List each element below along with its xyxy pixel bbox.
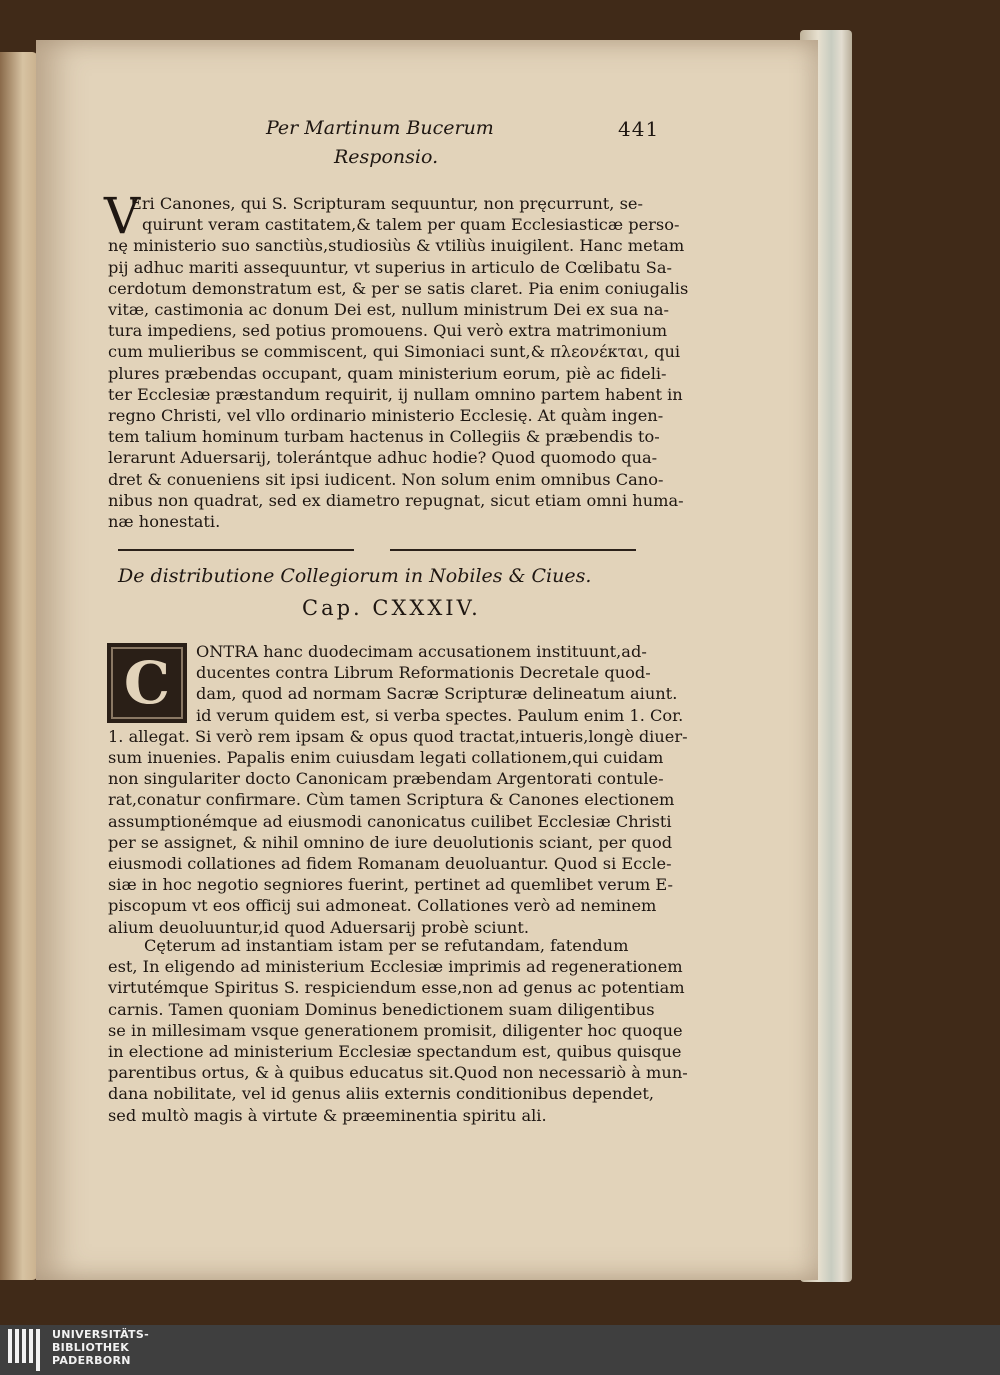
text-line: parentibus ortus, & à quibus educatus sit.Quod non necessariò à mun- [108, 1063, 688, 1083]
text-line: cum mulieribus se commiscent, qui Simoniaci sunt,& πλεονέκται, qui [108, 342, 681, 362]
text-line: per se assignet, & nihil omnino de iure deuolutionis sciant, per quod [108, 832, 673, 852]
text-line: næ honestati. [108, 512, 221, 532]
text-line: nę ministerio suo sanctiùs,studiosiùs & vtiliùs inuigilent. Hanc metam [108, 236, 685, 256]
text-line: cerdotum demonstratum est, & per se satis claret. Pia enim coniugalis [108, 278, 689, 298]
text-line: Eri Canones, qui S. Scripturam sequuntur, non pręcurrunt, se- [130, 194, 643, 213]
text-line: dam, quod ad normam Sacræ Scripturæ delineatum aiunt. [196, 684, 678, 704]
text-line: quirunt veram castitatem,& talem per quam Ecclesiasticæ perso- [142, 215, 680, 235]
text-line: non singulariter docto Canonicam præbendam Argentorati contule- [108, 769, 664, 789]
library-name-line1: UNIVERSITÄTS- [52, 1328, 149, 1341]
library-logo-icon [8, 1329, 48, 1371]
library-name-line3: PADERBORN [52, 1354, 131, 1367]
text-line: alium deuoluuntur,id quod Aduersarij probè sciunt. [108, 917, 530, 937]
running-head: Per Martinum Bucerum [266, 117, 494, 139]
text-line: in electione ad ministerium Ecclesiæ spectandum est, quibus quisque [108, 1042, 682, 1062]
left-page-edge [0, 52, 38, 1280]
text-line: ducentes contra Librum Reformationis Decretale quod- [196, 663, 651, 683]
text-line: nibus non quadrat, sed ex diametro repugnat, sicut etiam omni huma- [108, 490, 684, 510]
text-line: ter Ecclesiæ præstandum requirit, ij nullam omnino partem habent in [108, 384, 683, 404]
text-line: tura impediens, sed potius promouens. Qui verò extra matrimonium [108, 321, 668, 341]
text-line: piscopum vt eos officij sui admoneat. Collationes verò ad neminem [108, 896, 657, 916]
text-line: virtutémque Spiritus S. respiciendum esse,non ad genus ac potentiam [108, 978, 685, 998]
text-line: rat,conatur confirmare. Cùm tamen Scriptura & Canones electionem [108, 790, 675, 810]
paragraph-ceterum [108, 935, 688, 1126]
text-line: Cęterum ad instantiam istam per se refutandam, fatendum [144, 936, 629, 955]
text-line: id verum quidem est, si verba spectes. Paulum enim 1. Cor. [196, 705, 684, 725]
text-line: eiusmodi collationes ad fidem Romanam deuoluantur. Quod si Eccle- [108, 854, 672, 874]
text-line: 1. allegat. Si verò rem ipsam & opus quod tractat,intueris,longè diuer- [108, 726, 688, 746]
text-line: est, In eligendo ad ministerium Ecclesiæ imprimis ad regenerationem [108, 957, 683, 977]
text-line: vitæ, castimonia ac donum Dei est, nullum ministrum Dei ex sua na- [108, 300, 669, 320]
text-line: plures præbendas occupant, quam ministerium eorum, piè ac fideli- [108, 363, 667, 383]
chapter-number: Cap. CXXXIV. [302, 596, 481, 620]
paragraph-contra [108, 641, 688, 938]
section-rule-left [118, 549, 354, 551]
section-rule-right [390, 549, 636, 551]
page-number: 441 [618, 117, 660, 141]
text-line: regno Christi, vel vllo ordinario ministerio Ecclesię. At quàm ingen- [108, 406, 664, 426]
text-line: ONTRA hanc duodecimam accusationem instituunt,ad- [196, 642, 647, 661]
chapter-title: De distributione Collegiorum in Nobiles & Ciues. [118, 565, 592, 587]
text-line: dret & conueniens sit ipsi iudicent. Non solum enim omnibus Cano- [108, 469, 664, 489]
text-line: dana nobilitate, vel id genus aliis externis conditionibus dependet, [108, 1084, 654, 1104]
library-name [52, 1328, 149, 1367]
paragraph-responsio [108, 193, 689, 532]
text-line: se in millesimam vsque generationem promisit, diligenter hoc quoque [108, 1020, 683, 1040]
initial-c-letter: C [123, 649, 171, 717]
library-footer [0, 1325, 1000, 1375]
text-line: sum inuenies. Papalis enim cuiusdam legati collationem,qui cuidam [108, 748, 664, 768]
text-line: assumptionémque ad eiusmodi canonicatus cuilibet Ecclesiæ Christi [108, 811, 672, 831]
text-line: sed multò magis à virtute & præeminentia spiritu ali. [108, 1105, 547, 1125]
text-line: carnis. Tamen quoniam Dominus benedictionem suam diligentibus [108, 999, 655, 1019]
text-line: pij adhuc mariti assequuntur, vt superius in articulo de Cœlibatu Sa- [108, 257, 672, 277]
text-line: tem talium hominum turbam hactenus in Collegiis & præbendis to- [108, 427, 660, 447]
drop-initial-v: V [104, 187, 141, 245]
text-line: siæ in hoc negotio segniores fuerint, pertinet ad quemlibet verum E- [108, 875, 673, 895]
text-line: lerarunt Aduersarij, tolerántque adhuc hodie? Quod quomodo qua- [108, 448, 658, 468]
responsio-heading: Responsio. [334, 146, 439, 168]
library-name-line2: BIBLIOTHEK [52, 1341, 130, 1354]
